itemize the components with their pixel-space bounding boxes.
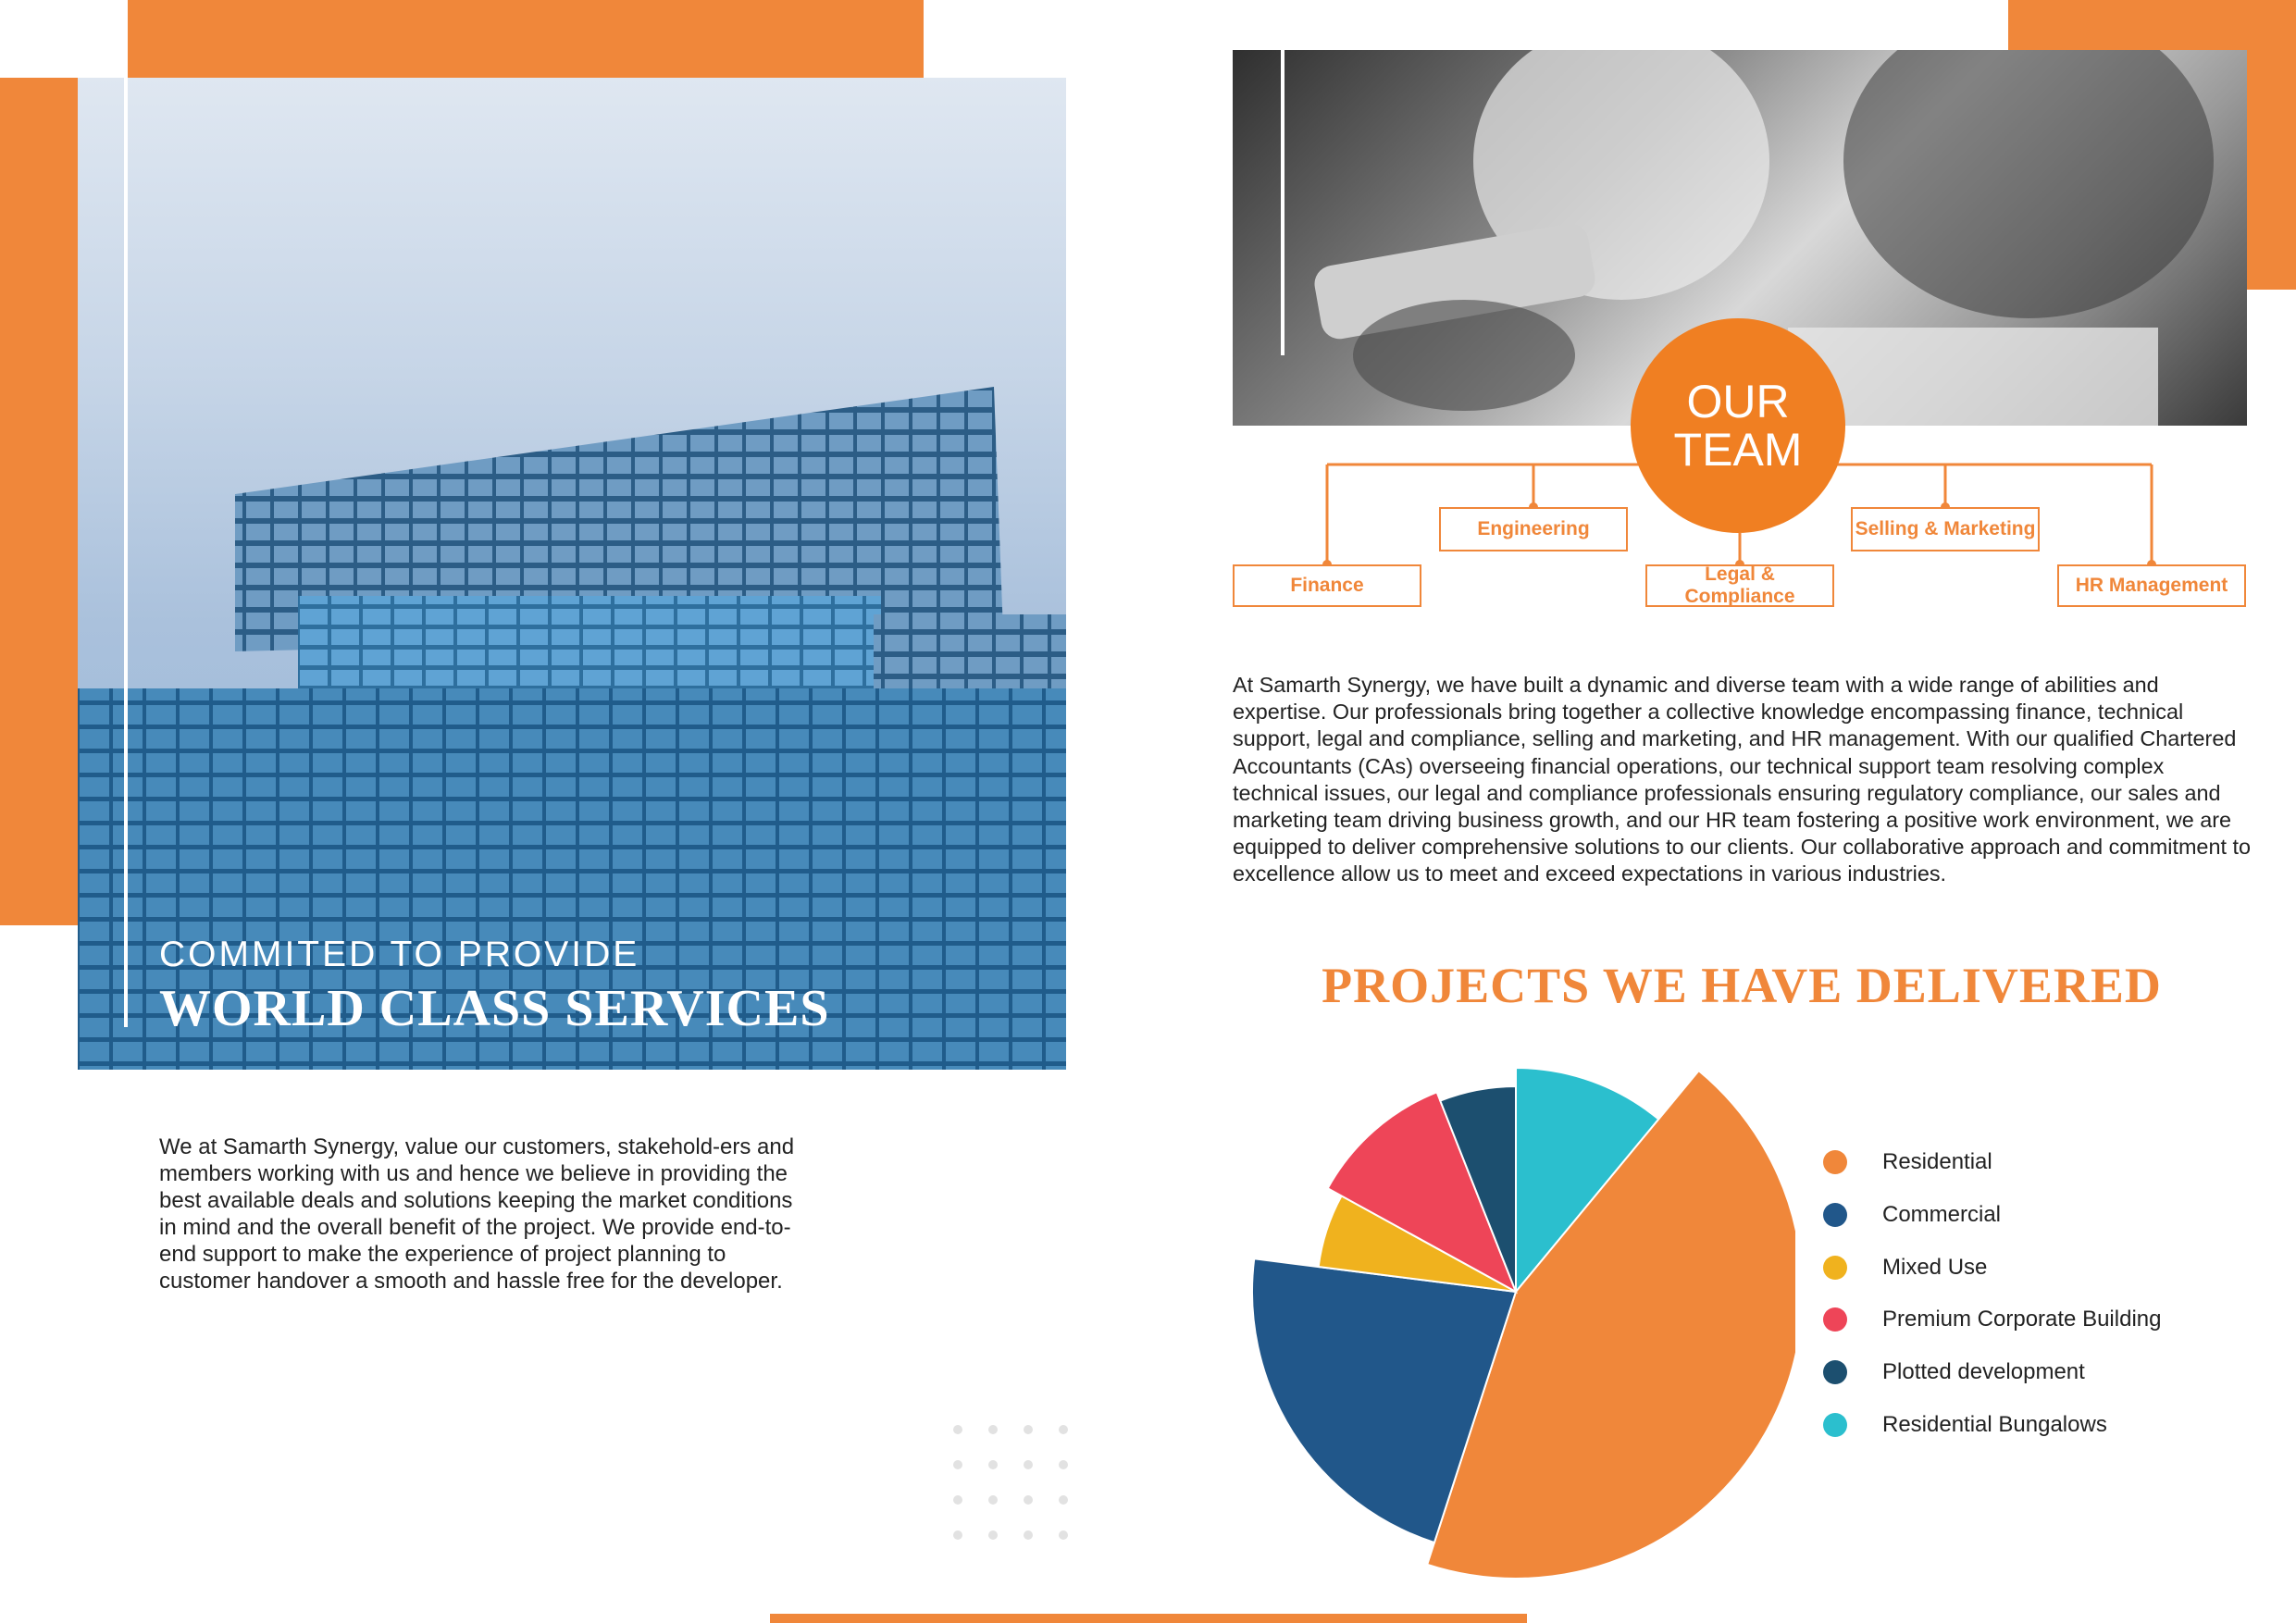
legend-dot-icon — [1823, 1413, 1847, 1437]
legend-item-commercial — [1823, 1196, 2001, 1233]
team-box-legal: Legal & Compliance — [1645, 564, 1834, 607]
orange-bottom-bar — [770, 1614, 1527, 1623]
legend-item-residential — [1823, 1144, 1992, 1181]
legend-label: Residential — [1882, 1149, 1992, 1174]
building-illustration — [78, 78, 1066, 1070]
team-box-selling: Selling & Marketing — [1851, 507, 2040, 551]
intro-paragraph: We at Samarth Synergy, value our customers, stakehold-ers and members working with us and hence we believe in providing the best available deals and solutions keeping the market conditions in mind and the overall benefit of the project. We provide end-to-end support to make the experience of project planning to customer handover a smooth and hassle free for the developer. — [159, 1134, 795, 1294]
team-paragraph: At Samarth Synergy, we have built a dynamic and diverse team with a wide range of abilities and expertise. Our professionals bring together a collective knowledge encompassing finance, technical support, legal and compliance, selling and marketing, and HR management. With our qualified Chartered Accountants (CAs) overseeing financial operations, our technical support team resolving complex technical issues, our legal and compliance professionals ensuring regulatory compliance, our sales and marketing team driving business growth, and our HR team fostering a positive work environment, we are equipped to deliver comprehensive solutions to our clients. Our collaborative approach and commitment to excellence allow us to meet and exceed expectations in various industries. — [1233, 673, 2251, 886]
legend-dot-icon — [1823, 1150, 1847, 1174]
white-vertical-line-right — [1281, 50, 1285, 355]
legend-item-bungalows — [1823, 1406, 2107, 1443]
legend-item-plotted — [1823, 1354, 2085, 1391]
our-team-circle — [1631, 318, 1845, 533]
white-cutout — [0, 0, 128, 78]
legend-label: Premium Corporate Building — [1882, 1307, 2162, 1332]
legend-label: Commercial — [1882, 1202, 2002, 1227]
our-team-line1: OUR — [1686, 376, 1790, 427]
projects-pie-chart — [1240, 1055, 1795, 1610]
hero-caption-small: COMMITED TO PROVIDE — [159, 935, 640, 974]
legend-dot-icon — [1823, 1360, 1847, 1384]
hero-caption-big: WORLD CLASS SERVICES — [159, 980, 830, 1037]
legend-dot-icon — [1823, 1307, 1847, 1332]
white-vertical-line-left — [124, 0, 128, 1027]
building-image — [78, 78, 1066, 1070]
team-box-hr: HR Management — [2057, 564, 2246, 607]
legend-dot-icon — [1823, 1203, 1847, 1227]
dot-grid — [953, 1425, 1074, 1545]
our-team-line2: TEAM — [1673, 424, 1803, 476]
team-box-finance: Finance — [1233, 564, 1421, 607]
legend-label: Mixed Use — [1882, 1255, 1988, 1280]
team-box-engineering: Engineering — [1439, 507, 1628, 551]
legend-dot-icon — [1823, 1256, 1847, 1280]
legend-label: Residential Bungalows — [1882, 1412, 2107, 1437]
legend-label: Plotted development — [1882, 1359, 2085, 1384]
legend-item-premium — [1823, 1301, 2161, 1338]
projects-title: PROJECTS WE HAVE DELIVERED — [1322, 958, 2162, 1013]
legend-item-mixed-use — [1823, 1249, 1987, 1286]
